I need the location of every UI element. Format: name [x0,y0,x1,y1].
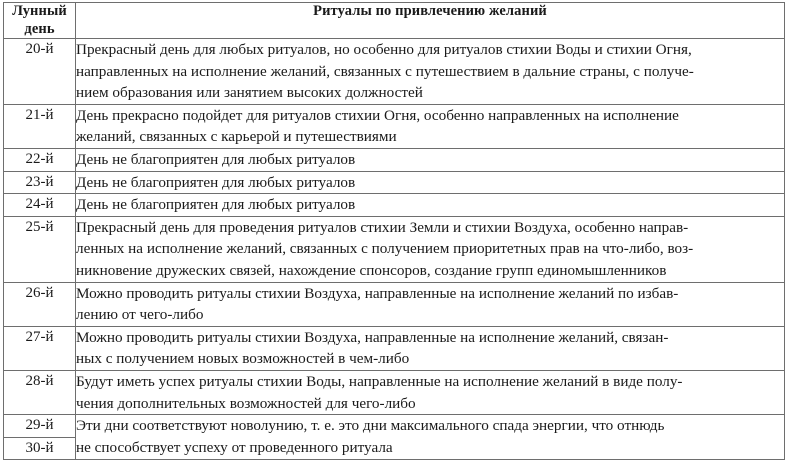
text-line: не способствует успеху от проведенного ритуала [76,438,393,456]
ritual-text-cell [76,104,785,148]
text-line: День прекрасно подойдет для ритуалов стихии Огня, особенно направленных на исполнение [76,106,679,124]
ritual-text-cell [76,148,785,171]
text-line: День не благоприятен для любых ритуалов [76,150,356,168]
table-row [4,148,785,171]
header-row [4,3,785,39]
table-header [4,3,785,39]
day-cell: 20-й [4,39,76,105]
table-row [4,194,785,217]
table-row [4,39,785,105]
text-line: ных с получением новых возможностей в чем-либо [76,350,410,368]
table-row [4,415,785,438]
text-line: Можно проводить ритуалы стихии Воздуха, направленные на исполнение желаний, связан- [76,328,669,346]
table-row [4,216,785,282]
text-line: Прекрасный день для проведения ритуалов стихии Земли и стихии Воздуха, особенно направ- [76,218,689,236]
day-cell: 24-й [4,194,76,217]
column-header-lunar-day [4,3,76,39]
text-line: Эти дни соответствуют новолунию, т. е. это дни максимального спада энергии, что отнюдь [76,417,665,435]
ritual-text-cell [76,194,785,217]
table-body [4,39,785,460]
table-row [4,171,785,194]
text-line: направленных на исполнение желаний, связанных с путешествием в дальние страны, с получе- [76,62,694,80]
ritual-text-cell [76,370,785,414]
text-line: Будут иметь успех ритуалы стихии Воды, направленные на исполнение желаний в виде полу- [76,372,683,390]
ritual-text-cell-merged [76,415,785,460]
day-cell: 28-й [4,370,76,414]
text-line: желаний, связанных с карьерой и путешествиями [76,128,397,146]
ritual-text-cell [76,171,785,194]
text-line: День не благоприятен для любых ритуалов [76,196,356,214]
ritual-text-cell [76,39,785,105]
column-header-rituals: Ритуалы по привлечению желаний [76,3,785,39]
day-cell: 22-й [4,148,76,171]
column-header-lunar-day-line1: Лунный [12,3,67,19]
ritual-text-cell [76,282,785,326]
day-cell: 27-й [4,326,76,370]
day-cell: 23-й [4,171,76,194]
day-cell: 26-й [4,282,76,326]
table-row [4,104,785,148]
day-cell: 21-й [4,104,76,148]
table-row [4,370,785,414]
ritual-text-cell [76,326,785,370]
column-header-lunar-day-line2: день [24,20,55,37]
table-row [4,282,785,326]
day-cell: 25-й [4,216,76,282]
text-line: ленных на исполнение желаний, связанных с получением приоритетных прав на что-либо, воз- [76,240,694,258]
ritual-text-cell [76,216,785,282]
text-line: никновение дружеских связей, нахождение спонсоров, создание групп единомышленников [76,261,667,279]
lunar-ritual-table [3,2,785,460]
text-line: лению от чего-либо [76,306,204,324]
text-line: Прекрасный день для любых ритуалов, но особенно для ритуалов стихии Воды и стихии Огня, [76,41,692,58]
text-line: Можно проводить ритуалы стихии Воздуха, направленные на исполнение желаний по избав- [76,284,679,302]
day-cell: 30-й [4,437,76,460]
text-line: нием образования или занятием высоких должностей [76,84,423,102]
day-cell: 29-й [4,415,76,438]
table-row [4,326,785,370]
text-line: чения дополнительных возможностей для чего-либо [76,394,416,412]
text-line: День не благоприятен для любых ритуалов [76,173,356,191]
